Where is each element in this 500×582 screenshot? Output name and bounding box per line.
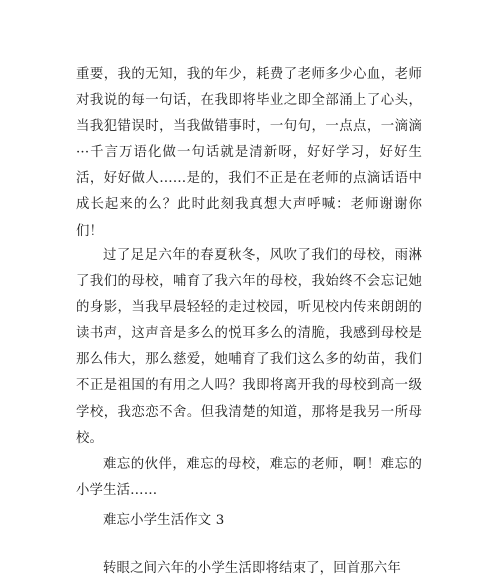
paragraph-partial-cutoff: 转眼之间六年的小学生活即将结束了，回首那六年 bbox=[103, 561, 401, 576]
essay-title: 难忘小学生活作文 3 bbox=[103, 513, 225, 528]
paragraph-teacher-gratitude: 重要，我的无知，我的年少，耗费了老师多少心血，老师对我说的每一句话，在我即将毕业之即全部涌上了心头，当我犯错误时，当我做错事时，一句句，一点点，一滴滴···千言万语化做一句话就是清新呀，好好学习，好好生活，好好做人……是的，我们不正是在老师的点滴话语中成长起来的么？此时此刻我真想大声呼喊：老师谢谢你们！ bbox=[76, 67, 422, 239]
paragraph-alma-mater: 过了足足六年的春夏秋冬，风吹了我们的母校，雨淋了我们的母校，哺育了我六年的母校，我始终不会忘记她的身影，当我早晨轻轻的走过校园，听见校内传来朗朗的读书声，这声音是多么的悦耳多么的清脆，我感到母校是那么伟大，那么慈爱，她哺育了我们这么多的幼苗，我们不正是祖国的有用之人吗？我即将离开我的母校到高一级学校，我恋恋不舍。但我清楚的知道，那将是我另一所母校。 bbox=[76, 248, 422, 446]
paragraph-unforgettable: 难忘的伙伴，难忘的母校，难忘的老师，啊！难忘的小学生活…… bbox=[76, 457, 422, 499]
